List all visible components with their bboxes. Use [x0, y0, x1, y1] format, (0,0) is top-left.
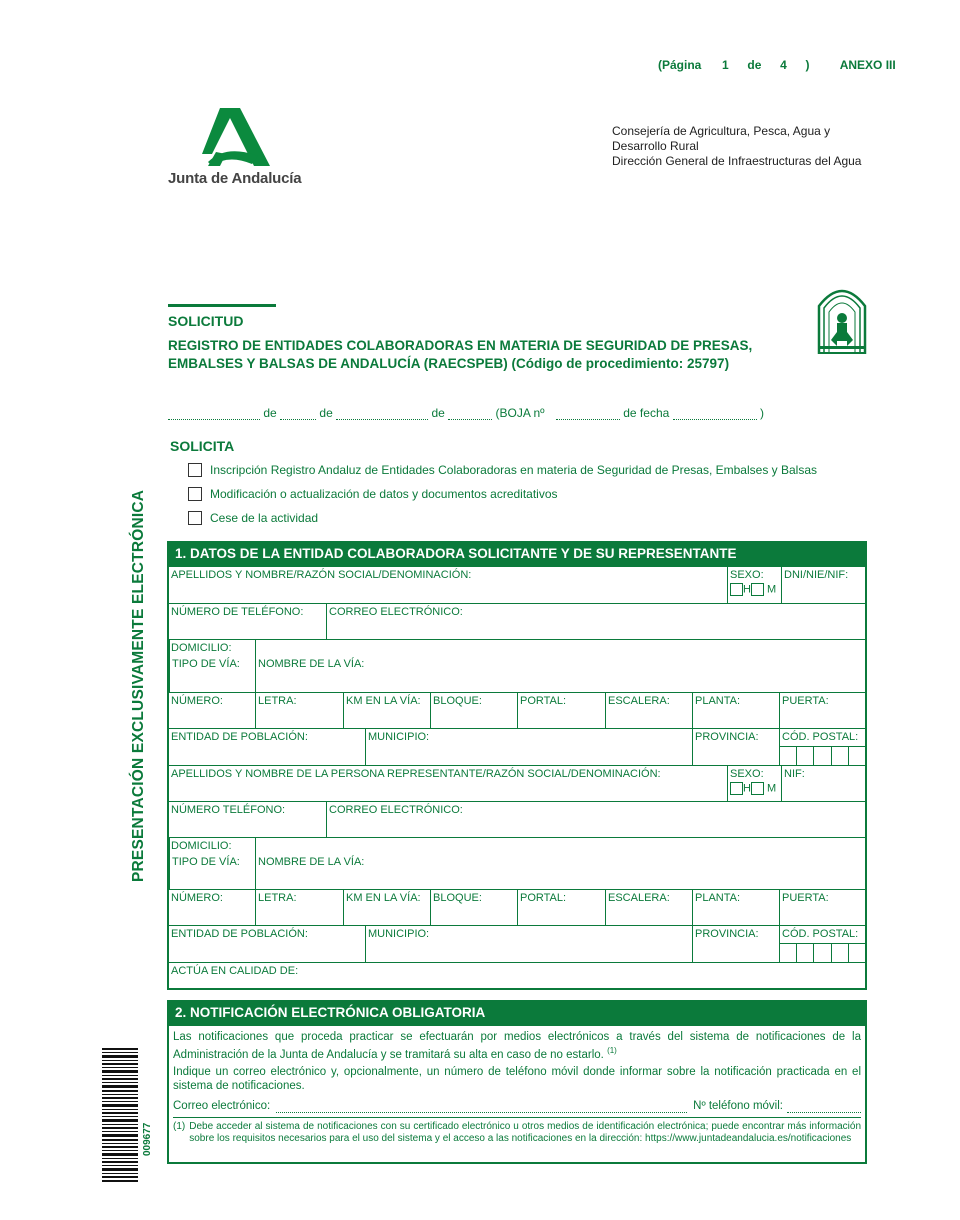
field-label: ACTÚA EN CALIDAD DE: [171, 965, 299, 977]
page-close: ) [805, 58, 810, 72]
footnote-ref: (1) [607, 1046, 617, 1055]
title-rule [168, 304, 276, 307]
field-label: TIPO DE VÍA: [172, 658, 240, 670]
boja-field[interactable] [336, 407, 428, 420]
checkbox-h[interactable] [730, 782, 743, 795]
m-label: M [767, 782, 777, 795]
footnote [173, 1117, 861, 1145]
field-label: CÓD. POSTAL: [782, 731, 859, 743]
field-label: PORTAL: [520, 695, 567, 707]
field-label: BLOQUE: [433, 695, 482, 707]
field-tipo-via[interactable] [169, 640, 255, 692]
email-label: Correo electrónico: [173, 1099, 271, 1112]
form-row [169, 925, 865, 962]
field-rep-bloque[interactable] [430, 890, 517, 925]
barcode-number: 009677 [142, 1122, 153, 1156]
boja-field[interactable] [448, 407, 492, 420]
consejeria-line: Consejería de Agricultura, Pesca, Agua y [612, 124, 831, 138]
anexo-label: ANEXO III [839, 58, 896, 72]
checkbox-h[interactable] [730, 583, 743, 596]
field-label: PORTAL: [520, 892, 567, 904]
boja-date-field[interactable] [673, 407, 757, 420]
field-label-domicilio: DOMICILIO: [171, 642, 232, 654]
field-rep-sexo [727, 766, 781, 801]
mobile-label: Nº teléfono móvil: [693, 1099, 783, 1112]
checkbox-m[interactable] [751, 782, 764, 795]
h-label: H [743, 583, 751, 596]
field-label: ESCALERA: [608, 892, 670, 904]
field-rep-apellidos[interactable] [169, 766, 727, 801]
field-label: KM EN LA VÍA: [346, 892, 421, 904]
andalucia-seal-icon [815, 280, 869, 356]
field-numero[interactable] [169, 693, 255, 728]
form-row [169, 692, 865, 728]
page-of: de [747, 58, 762, 72]
field-rep-municipio[interactable] [365, 926, 692, 962]
field-rep-portal[interactable] [517, 890, 605, 925]
field-label: KM EN LA VÍA: [346, 695, 421, 707]
field-correo[interactable] [326, 604, 865, 639]
field-rep-km[interactable] [343, 890, 430, 925]
boja-de: de [431, 406, 445, 420]
boja-de: de [319, 406, 333, 420]
field-label: SEXO: [730, 569, 764, 581]
form-row [169, 889, 865, 925]
field-entidad-poblacion[interactable] [169, 729, 365, 765]
checkbox-m[interactable] [751, 583, 764, 596]
field-actua-calidad[interactable] [169, 963, 865, 998]
boja-number-field[interactable] [556, 407, 620, 420]
email-input[interactable] [276, 1100, 687, 1113]
field-letra[interactable] [255, 693, 343, 728]
postal-code-boxes [780, 746, 865, 765]
section-entity-data [167, 541, 867, 990]
barcode-icon [102, 1048, 138, 1182]
form-row [169, 728, 865, 765]
mobile-input[interactable] [787, 1100, 861, 1113]
logo-text: Junta de Andalucía [168, 170, 302, 187]
field-label: BLOQUE: [433, 892, 482, 904]
form-row [169, 962, 865, 998]
checkbox[interactable] [188, 487, 202, 501]
field-rep-puerta[interactable] [779, 890, 865, 925]
solicita-heading: SOLICITA [170, 438, 235, 454]
checkbox[interactable] [188, 463, 202, 477]
boja-fecha-label: de fecha [623, 406, 670, 420]
form-row [169, 765, 865, 801]
field-label: NÚMERO: [171, 695, 223, 707]
contact-row [173, 1099, 861, 1113]
postal-code-boxes [780, 943, 865, 962]
field-label: ESCALERA: [608, 695, 670, 707]
boja-close: ) [759, 406, 764, 420]
checkbox[interactable] [188, 511, 202, 525]
boja-field[interactable] [280, 407, 316, 420]
page-total: 4 [780, 58, 787, 72]
direccion-general: Dirección General de Infraestructuras del Agua [612, 154, 862, 168]
doc-title: REGISTRO DE ENTIDADES COLABORADORAS EN MATERIA DE SEGURIDAD DE PRESAS, EMBALSES Y BALSAS DE ANDALUCÍA (RAECSPEB) (Código de procedimiento: 25797) [168, 338, 753, 371]
field-planta[interactable] [692, 693, 779, 728]
field-rep-provincia[interactable] [692, 926, 779, 962]
field-label: PLANTA: [695, 695, 741, 707]
field-label: PROVINCIA: [695, 928, 759, 940]
field-label: TIPO DE VÍA: [172, 856, 240, 868]
option-modificacion[interactable] [188, 487, 558, 501]
field-rep-telefono[interactable] [169, 802, 326, 837]
field-label: NÚMERO DE TELÉFONO: [171, 606, 304, 618]
doc-heading: SOLICITUD [168, 313, 244, 329]
section-title: 2. NOTIFICACIÓN ELECTRÓNICA OBLIGATORIA [169, 1002, 865, 1026]
field-rep-numero[interactable] [169, 890, 255, 925]
field-label: LETRA: [258, 892, 297, 904]
consejeria-block [612, 124, 861, 169]
page-number: 1 [722, 58, 729, 72]
field-bloque[interactable] [430, 693, 517, 728]
field-label: LETRA: [258, 695, 297, 707]
field-label: PROVINCIA: [695, 731, 759, 743]
option-label: Cese de la actividad [210, 511, 319, 525]
field-sexo [727, 567, 781, 603]
field-rep-letra[interactable] [255, 890, 343, 925]
page-open: (Página [658, 58, 702, 72]
boja-label: (BOJA nº [495, 406, 545, 420]
field-rep-planta[interactable] [692, 890, 779, 925]
footnote-number: (1) [173, 1120, 186, 1132]
field-label: PUERTA: [782, 695, 829, 707]
field-km[interactable] [343, 693, 430, 728]
field-municipio[interactable] [365, 729, 692, 765]
field-telefono[interactable] [169, 604, 326, 639]
field-rep-nombre-via[interactable] [255, 838, 865, 889]
field-label: CORREO ELECTRÓNICO: [329, 804, 463, 816]
field-label: PUERTA: [782, 892, 829, 904]
field-label: APELLIDOS Y NOMBRE/RAZÓN SOCIAL/DENOMINACIÓN: [171, 569, 472, 581]
field-rep-nif[interactable] [781, 766, 865, 801]
field-nombre-via[interactable] [255, 640, 865, 692]
field-label: DNI/NIE/NIF: [784, 569, 849, 581]
section-title: 1. DATOS DE LA ENTIDAD COLABORADORA SOLICITANTE Y DE SU REPRESENTANTE [169, 543, 865, 567]
field-label: PLANTA: [695, 892, 741, 904]
field-puerta[interactable] [779, 693, 865, 728]
option-cese[interactable] [188, 511, 318, 525]
field-label: ENTIDAD DE POBLACIÓN: [171, 731, 308, 743]
field-rep-correo[interactable] [326, 802, 865, 837]
field-label: NOMBRE DE LA VÍA: [258, 658, 365, 670]
field-label: NIF: [784, 768, 805, 780]
h-label: H [743, 782, 751, 795]
form-row [169, 837, 865, 889]
field-label: NÚMERO TELÉFONO: [171, 804, 286, 816]
form-row [169, 567, 865, 603]
field-label: MUNICIPIO: [368, 731, 430, 743]
field-rep-tipo-via[interactable] [169, 838, 255, 889]
field-label: SEXO: [730, 768, 764, 780]
form-row [169, 603, 865, 639]
section-notificacion [167, 1000, 867, 1164]
side-label [112, 470, 147, 882]
field-label: NOMBRE DE LA VÍA: [258, 856, 365, 868]
option-label: Inscripción Registro Andaluz de Entidades Colaboradoras en materia de Seguridad de Presas, Embalses y Balsas [210, 463, 818, 477]
field-label: CÓD. POSTAL: [782, 928, 859, 940]
option-inscripcion[interactable] [188, 463, 817, 477]
field-label: APELLIDOS Y NOMBRE DE LA PERSONA REPRESENTANTE/RAZÓN SOCIAL/DENOMINACIÓN: [171, 768, 661, 780]
field-dni[interactable] [781, 567, 865, 603]
boja-de: de [263, 406, 277, 420]
consejeria-line: Desarrollo Rural [612, 139, 699, 153]
field-provincia[interactable] [692, 729, 779, 765]
notificacion-text: Las notificaciones que proceda practicar se efectuarán por medios electrónicos a través del sistema de notificaciones de la Administración de la Junta de Andalucía y se tramitará su alta en caso de no estarlo. [173, 1031, 861, 1061]
form-row [169, 801, 865, 837]
field-apellidos[interactable] [169, 567, 727, 603]
field-cod-postal[interactable] [779, 729, 865, 765]
field-label: MUNICIPIO: [368, 928, 430, 940]
field-label: CORREO ELECTRÓNICO: [329, 606, 463, 618]
field-rep-cod-postal[interactable] [779, 926, 865, 962]
field-escalera[interactable] [605, 693, 692, 728]
field-label-domicilio: DOMICILIO: [171, 840, 232, 852]
field-rep-entidad-poblacion[interactable] [169, 926, 365, 962]
field-label: NÚMERO: [171, 892, 223, 904]
notificacion-instructions: Indique un correo electrónico y, opcionalmente, un número de teléfono móvil donde informar sobre la notificación practicada en el sistema de notificaciones. [173, 1065, 861, 1092]
field-portal[interactable] [517, 693, 605, 728]
boja-field[interactable] [168, 407, 260, 420]
page-indicator [658, 58, 896, 72]
side-text: PRESENTACIÓN EXCLUSIVAMENTE ELECTRÓNICA [130, 489, 147, 882]
field-label: ENTIDAD DE POBLACIÓN: [171, 928, 308, 940]
m-label: M [767, 583, 777, 596]
field-rep-escalera[interactable] [605, 890, 692, 925]
footnote-text: Debe acceder al sistema de notificaciones con su certificado electrónico u otros medios de identificación electrónica; puede encontrar más información sobre los requisitos necesarios para el uso del sistema y el acceso a las notificaciones en la dirección: https://www.juntadeandalucia.es/notificaciones [189, 1120, 861, 1144]
option-label: Modificación o actualización de datos y documentos acreditativos [210, 487, 558, 501]
form-row [169, 639, 865, 692]
notificacion-body [169, 1026, 865, 1149]
boja-reference-line [168, 406, 764, 426]
